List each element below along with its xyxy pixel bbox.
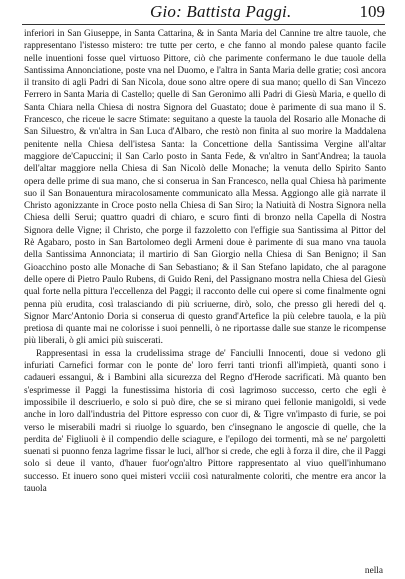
paragraph-1: inferiori in San Giuseppe, in Santa Cattarina, & in Santa Maria del Cannine tre altre tauole, che rappresentano l'istesso mistero: tre tutte per certo, e che fanno al mondo palese quanto facile nelle inuentioni fosse quel virtuoso Pittore, ciò che parimente confermano le due tauole della Santissima Annonciatione, poste vna nel Duomo, e l'altra in Santa Maria delle gratie; così ancora il transito di agli Padri di San Nicola, doue sono altre opere di sua mano; quello di San Vincezo Ferrero in Santa Maria di Castello; quelle di San Geronimo alli Padri di Giesù Maria, e quello di Santa Chiara nella Chiesa di nostra Signora del Guastato; doue è parimente di sua mano il S. Francesco, che riceue le sacre Stimate: seguitano a queste la tauola del Rosario alle Monache di San Siluestro, & vn'altra in San Luca d'Albaro, che restò non finita al suo morire la Maddalena penitente nella Chiesa dell'istesa Santa: la Concettione della Santissima Vergine all'altar maggiore de'Capuccini; il San Carlo posto in Santa Fede, & vn'altro in Sant'Andrea; la tauola dell'altar maggiore nella Chiesa di San Nicolò delle Monache; la venuta dello Spirito Santo opera delle prime di sua mano, che si conserua in San Francesco, nella qual Chiesa hà parimente suo il San Bonauentura miracolosamente communicato alla Messa. Aggiongo alle già narrate il Christo agonizzante in Croce posto nella Chiesa di San Siro; la Natiuità di Nostra Signora nella Chiesa delli Serui; quattro quadri di chiaro, e scuro finti di bronzo nella Capella di Nostra Signora delle Vigne; il Christo, che porge il fazzoletto con l'effigie sua Santissima al Pittor del Rè Agabaro, posto in San Bartolomeo degli Armeni doue è parimente di sua mano vna tauola della Santissima Annonciata; il martirio di San Giorgio nella Chiesa di San Benigno; il San Gioacchino posto alle Monache di San Sebastiano; & il San Stefano lapidato, che al paragone delle opere di Pietro Paulo Rubens, di Guido Reni, del Passignano mostra nella Chiesa del Giesù qual forte nella pittura l'eccellenza del Paggi; il racconto delle cui opere si come finalmente ogni penna più erudita, così tralasciando di più scriuerne, dirò, solo, che presso gli heredi del q. Signor Marc'Antonio Doria si conserua di questo grand'Artefice la più celebre tauola, e la più pretiosa di quante mai ne colorisse i suoi pennelli, ò ne riportasse dalle sue stanze le ricompense più liberali, ò gli amici più suiscerati.	[24, 29, 386, 347]
running-title: Gio: Battista Paggi.	[150, 2, 292, 21]
paragraph-2: Rappresentasi in essa la crudelissima strage de' Fanciulli Innocenti, doue si vedono gli infuriati Carnefici formar con le ponte de' loro ferri tanti trionfi all'impietà, quanti sono i cadaueri essangui, & i Bambini alla sicurezza del Regno d'Herode sacrificati. Mà quanto ben s'esprimesse il Paggi la funestissima historia di così lagrimoso successo, certo che egli è impossibile il descriuerlo, e solo si può dire, che se si mirano quei fellonie manigoldi, si vede anche in loro dall'industria del Pittore espresso con cuor di, & Tigre vn'impasto di furie, se poi verso le miserabili madri si riuolge lo sguardo, ben c'insegnano le angoscie di quelle, che la perdita de' Figliuoli è il compendio delle sciagure, e l'epilogo dei tormenti, mà se ne' pargoletti suenati si puonno fenza lagrime fissar le luci, all'hor si crede, che egli à forza il dire, che il Paggi solo si deue il vanto, d'hauer fuor'ogn'altro Pittore rappresentato al viuo quell'inhumano successo. Et inuero sono quei misteri vcciii così naturalmente coloriti, che mentre era ancor la tauola	[24, 348, 386, 494]
header-rule	[22, 24, 385, 25]
page-number: 109	[359, 2, 385, 21]
page-header	[0, 0, 405, 28]
body-text	[24, 28, 386, 495]
catchword: nella	[364, 566, 383, 576]
